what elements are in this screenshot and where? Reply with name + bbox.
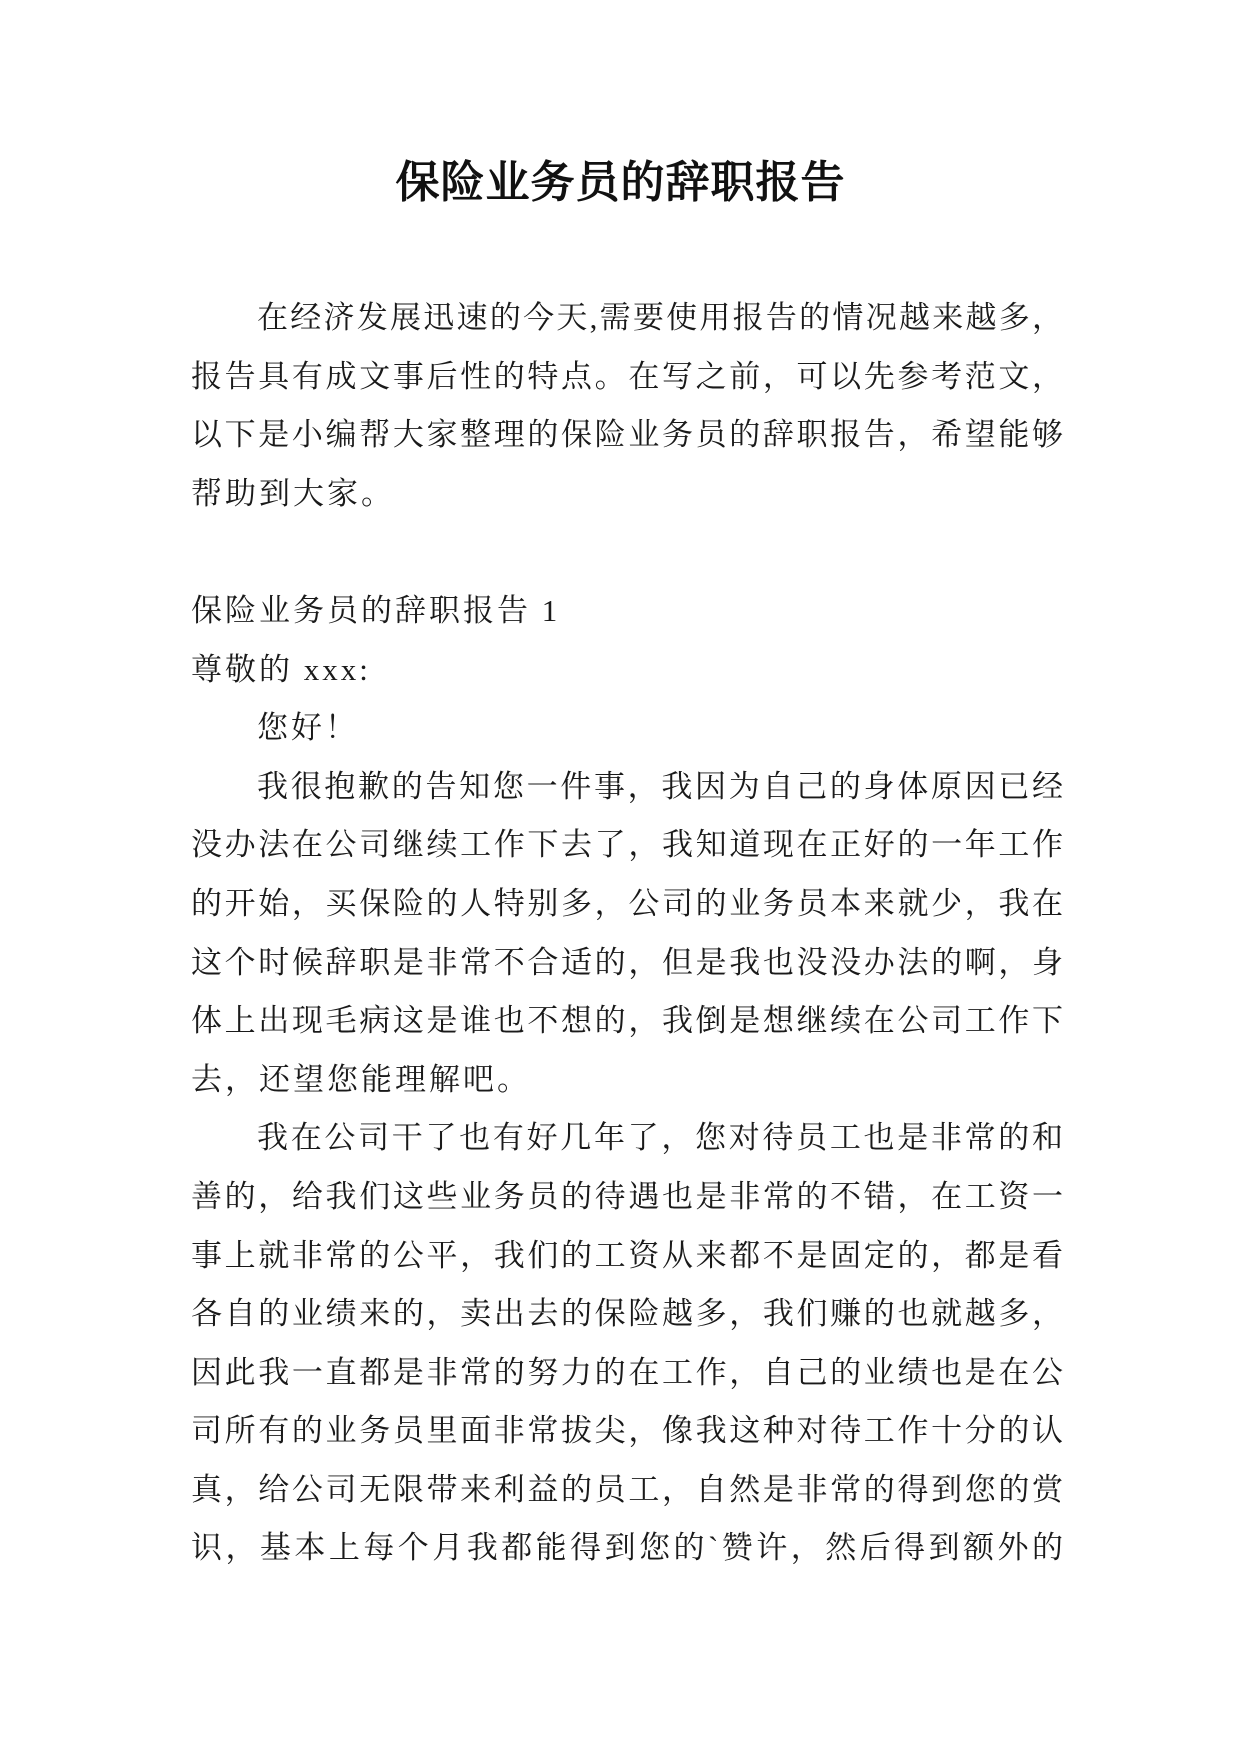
paragraph-line: 我很抱歉的告知您一件事，我因为自己的身体原因已经 [257,768,1063,804]
paragraph-line: 我在公司干了也有好几年了，您对待员工也是非常的和 [257,1120,1063,1156]
paragraph-line: 没办法在公司继续工作下去了，我知道现在正好的一年工作 [191,827,1063,863]
body-paragraph [191,1109,1063,1578]
intro-line: 报告具有成文事后性的特点。在写之前，可以先参考范文， [191,358,1063,394]
body-paragraph [191,758,1063,1110]
intro-line: 帮助到大家。 [191,475,395,511]
greeting: 您好！ [257,710,359,746]
paragraph-line: 这个时候辞职是非常不合适的，但是我也没没办法的啊，身 [191,944,1063,980]
intro-line: 在经济发展迅速的今天,需要使用报告的情况越来越多， [257,300,1063,335]
paragraph-line: 司所有的业务员里面非常拔尖，像我这种对待工作十分的认 [191,1413,1063,1449]
salutation: 尊敬的 xxx: [191,651,371,687]
document-body [191,289,1063,1578]
paragraph-line: 因此我一直都是非常的努力的在工作，自己的业绩也是在公 [191,1354,1063,1390]
intro-line: 以下是小编帮大家整理的保险业务员的辞职报告，希望能够 [191,417,1063,453]
spacer [191,523,1063,582]
intro-paragraph [191,289,1063,523]
paragraph-line: 善的，给我们这些业务员的待遇也是非常的不错，在工资一 [191,1178,1063,1214]
section-heading: 保险业务员的辞职报告 1 [191,592,561,628]
paragraph-line: 各自的业绩来的，卖出去的保险越多，我们赚的也就越多， [191,1296,1063,1332]
paragraph-line: 的开始，买保险的人特别多，公司的业务员本来就少，我在 [191,885,1063,921]
paragraph-line: 真，给公司无限带来利益的员工，自然是非常的得到您的赏 [191,1471,1063,1507]
paragraph-line: 去，还望您能理解吧。 [191,1061,531,1097]
paragraph-line: 事上就非常的公平，我们的工资从来都不是固定的，都是看 [191,1237,1063,1273]
paragraph-line: 体上出现毛病这是谁也不想的，我倒是想继续在公司工作下 [191,1003,1063,1039]
document-title: 保险业务员的辞职报告 [395,158,846,207]
paragraph-line: 识，基本上每个月我都能得到您的`赞许，然后得到额外的 [191,1530,1063,1566]
